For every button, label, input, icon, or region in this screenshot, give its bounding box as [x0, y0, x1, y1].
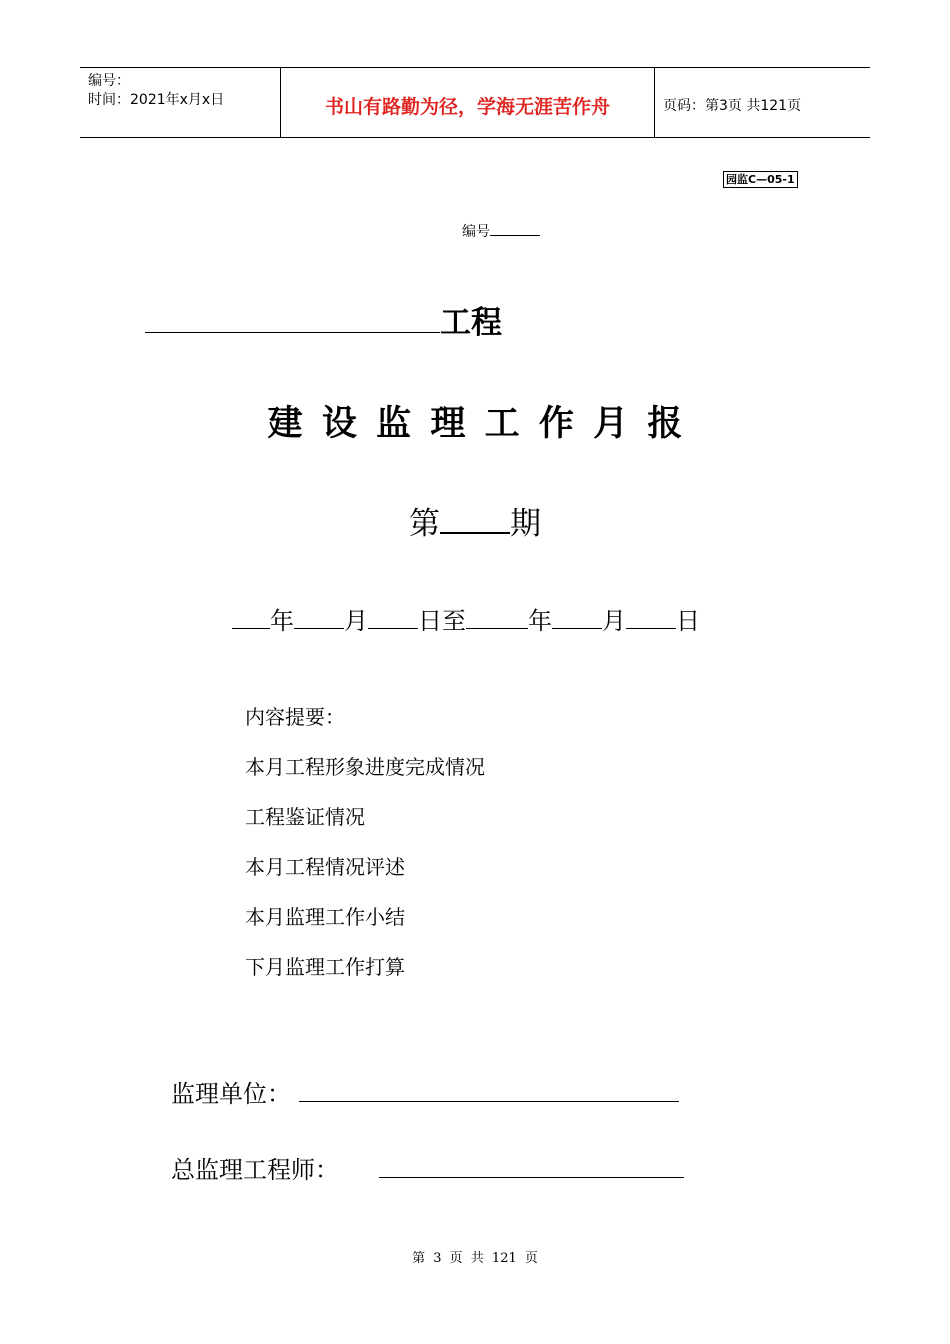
supervision-unit-line	[171, 1074, 679, 1109]
supervision-unit-blank[interactable]	[299, 1075, 679, 1102]
issue-line	[0, 498, 950, 543]
chief-engineer-blank[interactable]	[379, 1151, 684, 1178]
contents-item: 下月监理工作打算	[245, 955, 405, 979]
date-year-label: 年	[270, 607, 294, 635]
start-day-blank[interactable]	[368, 604, 418, 629]
start-year-blank[interactable]	[232, 604, 270, 629]
end-month-blank[interactable]	[552, 604, 602, 629]
end-day-blank[interactable]	[626, 604, 676, 629]
chief-engineer-line	[171, 1150, 684, 1185]
date-day-to-label: 日至	[418, 607, 466, 635]
contents-item: 本月工程情况评述	[245, 855, 405, 879]
header-time: 时间：2021年x月x日	[88, 92, 225, 108]
contents-summary	[245, 705, 485, 1005]
contents-item: 本月监理工作小结	[245, 905, 405, 929]
start-month-blank[interactable]	[294, 604, 344, 629]
date-day2-label: 日	[676, 607, 700, 635]
header-serial-label: 编号：	[88, 73, 130, 89]
project-name-blank[interactable]	[145, 297, 440, 333]
header-divider	[654, 68, 655, 137]
issue-suffix: 期	[510, 506, 541, 542]
header-meta	[88, 72, 224, 110]
issue-number-blank[interactable]	[440, 502, 510, 534]
end-year-blank[interactable]	[466, 604, 528, 629]
header-motto: 书山有路勤为径，学海无涯苦作舟	[324, 96, 610, 118]
contents-item: 本月工程形象进度完成情况	[245, 755, 485, 779]
form-code: 园监C—05-1	[723, 171, 798, 188]
serial-number-label: 编号	[462, 224, 490, 240]
report-title: 建设监理工作月报	[267, 404, 702, 444]
contents-heading: 内容提要：	[245, 705, 345, 729]
date-month2-label: 月	[602, 607, 626, 635]
date-month-label: 月	[344, 607, 368, 635]
chief-engineer-label: 总监理工程师：	[171, 1156, 339, 1184]
date-year2-label: 年	[528, 607, 552, 635]
contents-item: 工程鉴证情况	[245, 805, 365, 829]
document-header	[80, 67, 870, 138]
issue-prefix: 第	[409, 506, 440, 542]
page-footer: 第 3 页 共 121 页	[412, 1251, 538, 1266]
serial-number-line	[462, 221, 540, 241]
serial-number-blank[interactable]	[490, 221, 540, 236]
supervision-unit-label: 监理单位：	[171, 1080, 291, 1108]
project-name-line	[145, 297, 502, 342]
date-range-line	[232, 601, 700, 636]
header-page-info: 页码：第3页 共121页	[663, 98, 802, 114]
project-suffix: 工程	[440, 305, 502, 341]
